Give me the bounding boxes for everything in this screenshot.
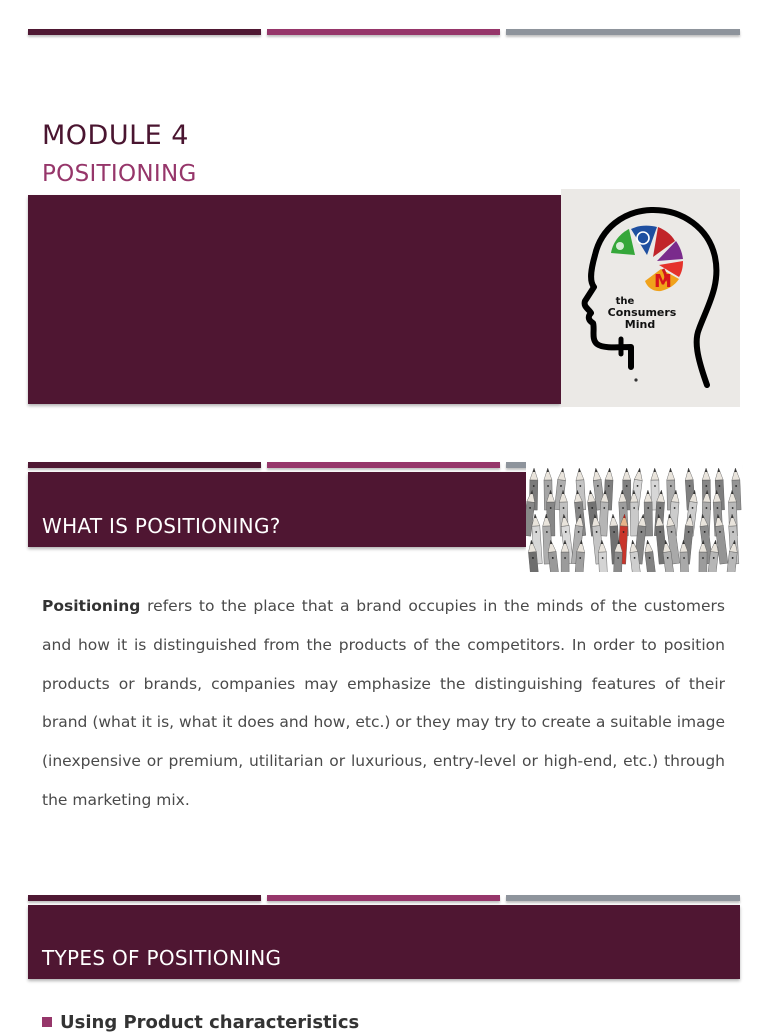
consumer-mind-text-1: the	[615, 296, 635, 307]
bullet-item	[42, 1012, 359, 1033]
positioning-paragraph	[42, 587, 725, 820]
section2-header	[28, 905, 740, 979]
section1-title: WHAT IS POSITIONING?	[42, 514, 281, 538]
bullet-square-icon	[42, 1017, 52, 1027]
accent-bar-gray	[506, 29, 740, 35]
section1-header	[28, 472, 526, 547]
pencils-image	[526, 452, 742, 572]
positioning-definition: refers to the place that a brand occupies in the minds of the customers and how it is distinguished from the products of the competitors. In order to position products or brands, companies may emphasize the distinguishing features of their brand (what it is, what it does and how, etc.) or they may try to create a suitable image (inexpensive or premium, utilitarian or luxurious, entry-level or high-end, etc.) through the marketing mix.	[42, 597, 725, 809]
section2-accent-magenta	[267, 895, 500, 901]
module-subtitle: POSITIONING	[42, 161, 197, 187]
consumer-mind-text-2: Consumers	[607, 306, 677, 319]
consumer-mind-text-3: Mind	[624, 318, 656, 331]
consumer-mind-head-icon	[561, 189, 740, 407]
title-color-block	[28, 195, 561, 404]
section2-accent-dark	[28, 895, 261, 901]
pencils-crowd-icon	[526, 452, 742, 572]
svg-text:M: M	[654, 271, 672, 292]
module-title: MODULE 4	[42, 120, 189, 151]
bullet-text: Using Product characteristics	[60, 1012, 360, 1033]
accent-bar-dark	[28, 29, 261, 35]
positioning-term: Positioning	[42, 597, 141, 615]
section2-accent-gray	[506, 895, 740, 901]
accent-bar-magenta	[267, 29, 500, 35]
section1-accent-dark	[28, 462, 261, 468]
section1-accent-magenta	[267, 462, 500, 468]
consumer-mind-image	[561, 189, 740, 407]
section2-title: TYPES OF POSITIONING	[42, 946, 282, 970]
